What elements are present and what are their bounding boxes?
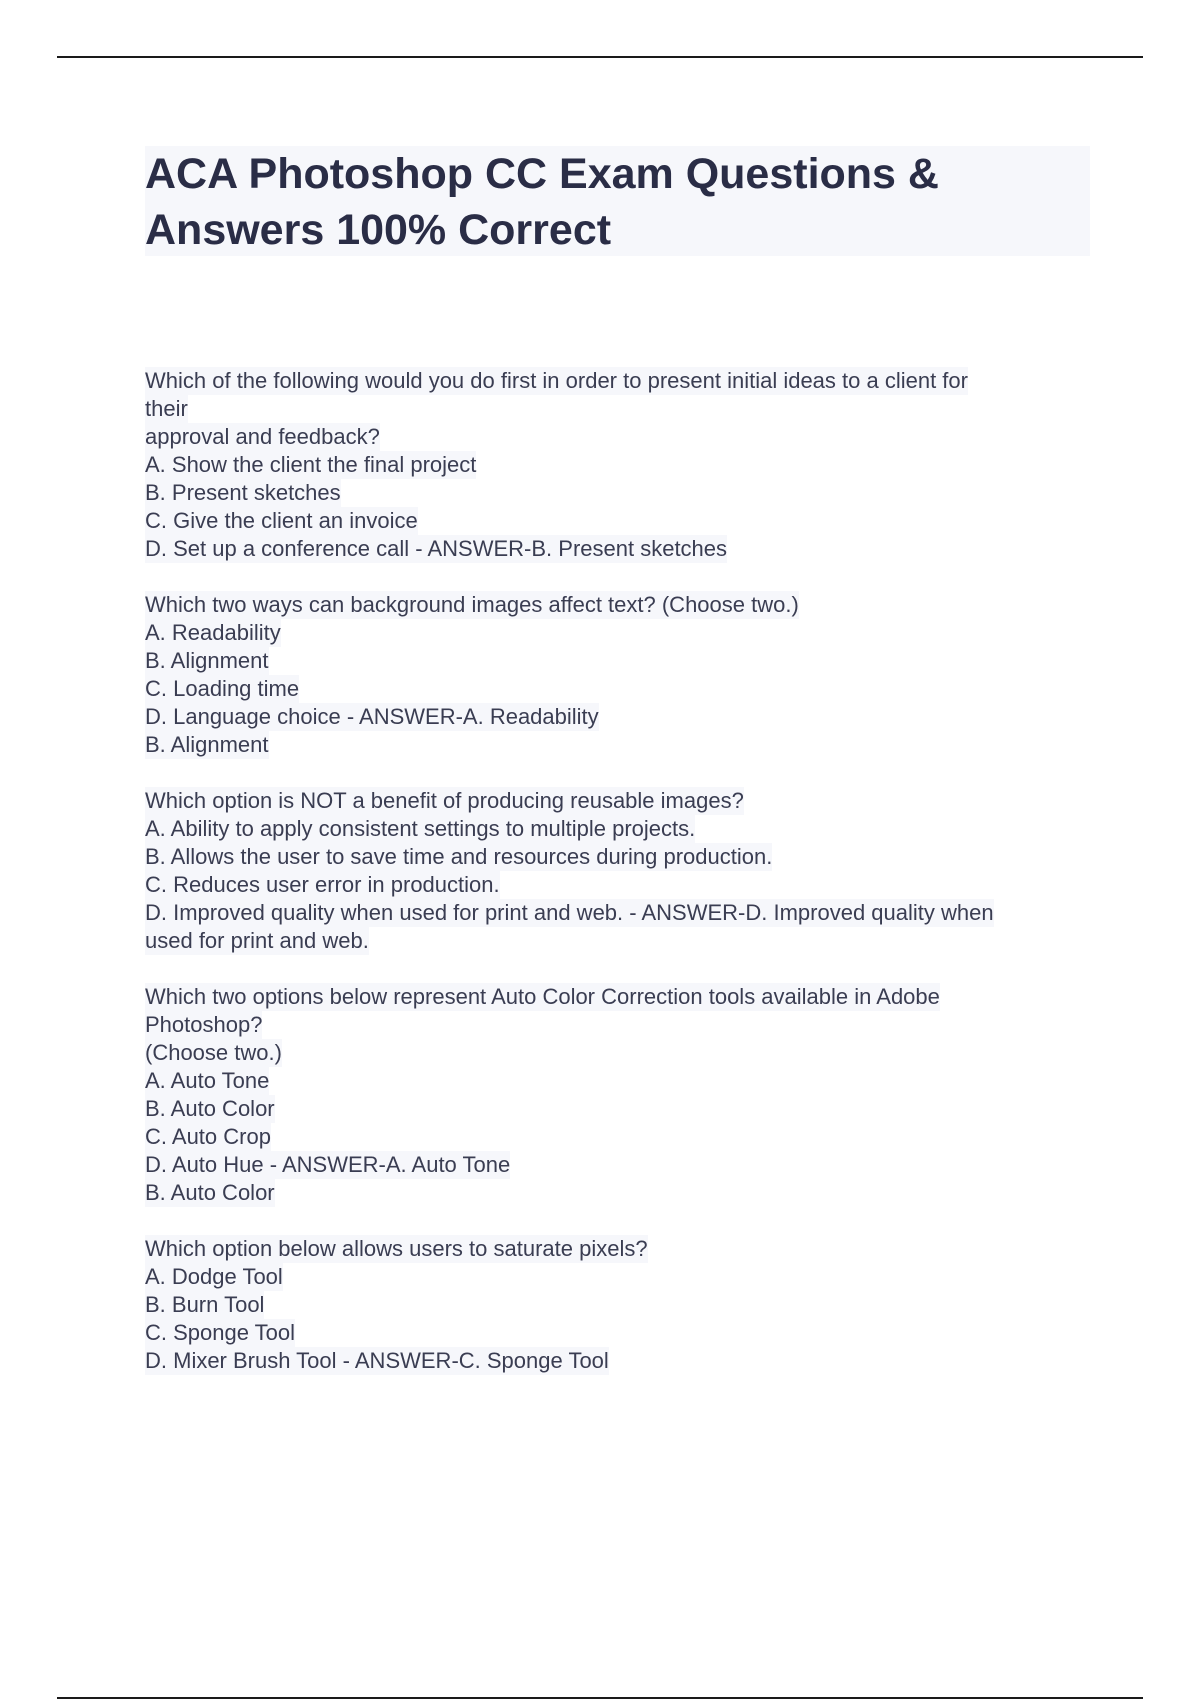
answer-option: B. Auto Color	[145, 1180, 275, 1205]
question-1	[145, 367, 1090, 563]
answer-option: A. Show the client the final project	[145, 452, 477, 477]
answer-option: D. Language choice - ANSWER-A. Readability	[145, 704, 599, 729]
answer-option: used for print and web.	[145, 928, 369, 953]
question-line: Which two options below represent Auto Color Correction tools available in Adobe	[145, 984, 940, 1009]
question-line: Which option is NOT a benefit of producing reusable images?	[145, 788, 744, 813]
answer-option: C. Sponge Tool	[145, 1320, 296, 1345]
questions-list	[145, 367, 1090, 1403]
answer-option: C. Reduces user error in production.	[145, 872, 500, 897]
page-title	[145, 146, 1090, 258]
answer-option: D. Set up a conference call - ANSWER-B. Present sketches	[145, 536, 728, 561]
question-line: approval and feedback?	[145, 424, 380, 449]
question-3	[145, 787, 1090, 955]
answer-option: C. Loading time	[145, 676, 300, 701]
answer-option: A. Readability	[145, 620, 281, 645]
answer-option: A. Auto Tone	[145, 1068, 270, 1093]
question-2	[145, 591, 1090, 759]
question-5	[145, 1235, 1090, 1375]
answer-option: D. Auto Hue - ANSWER-A. Auto Tone	[145, 1152, 511, 1177]
bottom-rule	[57, 1697, 1143, 1699]
top-rule	[57, 56, 1143, 58]
answer-option: B. Alignment	[145, 732, 269, 757]
title-block	[145, 146, 1090, 256]
question-line: Which option below allows users to saturate pixels?	[145, 1236, 648, 1261]
answer-option: C. Auto Crop	[145, 1124, 271, 1149]
page-title-line-1: ACA Photoshop CC Exam Questions &	[145, 150, 939, 198]
page-title-line-2: Answers 100% Correct	[145, 206, 612, 254]
answer-option: D. Mixer Brush Tool - ANSWER-C. Sponge Tool	[145, 1348, 609, 1373]
question-line: Which of the following would you do first in order to present initial ideas to a client for	[145, 368, 968, 393]
answer-option: D. Improved quality when used for print and web. - ANSWER-D. Improved quality when	[145, 900, 994, 925]
answer-option: B. Present sketches	[145, 480, 341, 505]
question-line: Photoshop?	[145, 1012, 263, 1037]
answer-option: B. Auto Color	[145, 1096, 275, 1121]
answer-option: B. Alignment	[145, 648, 269, 673]
question-line: Which two ways can background images affect text? (Choose two.)	[145, 592, 799, 617]
question-line: (Choose two.)	[145, 1040, 282, 1065]
answer-option: A. Dodge Tool	[145, 1264, 283, 1289]
answer-option: B. Burn Tool	[145, 1292, 265, 1317]
question-4	[145, 983, 1090, 1207]
answer-option: C. Give the client an invoice	[145, 508, 418, 533]
answer-option: A. Ability to apply consistent settings to multiple projects.	[145, 816, 696, 841]
answer-option: B. Allows the user to save time and resources during production.	[145, 844, 773, 869]
question-line: their	[145, 396, 188, 421]
